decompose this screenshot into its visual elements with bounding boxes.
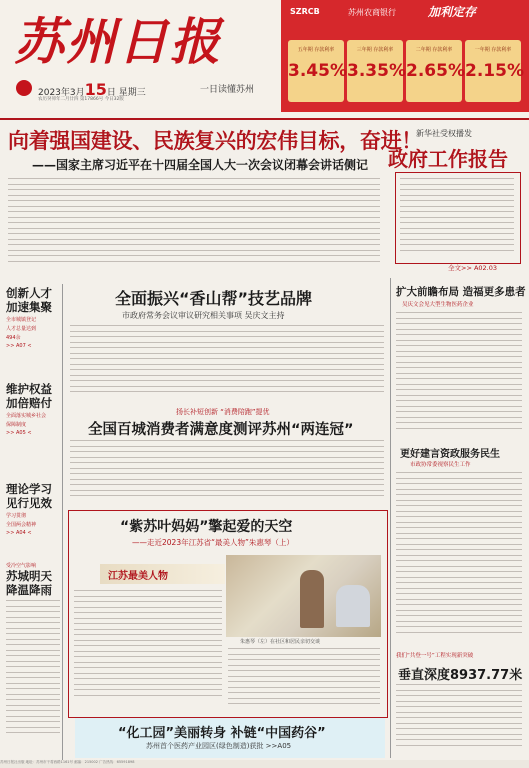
rate-label: 五年期 存款利率 [297, 47, 335, 53]
date-suffix: 日 星期三 [106, 88, 146, 98]
lead-body-text [8, 178, 380, 270]
left-brief[interactable] [6, 560, 60, 597]
story-xiangshan-title[interactable]: 全面振兴“香山帮”技艺品牌 [115, 289, 313, 308]
date-day: 15 [84, 80, 107, 99]
left-brief-line: 受冷空气影响 [6, 563, 37, 569]
ad-brand-code: SZRCB [290, 7, 320, 16]
bottom-banner-subtitle[interactable]: 苏州首个医药产业园区(绿色制造)获批 >>A05 [146, 742, 292, 750]
left-brief-line: 保障制度 [6, 422, 27, 428]
rate-value: 3.35% [347, 61, 406, 81]
feature-banner-text: 江苏最美人物 [108, 571, 168, 582]
left-brief[interactable] [6, 382, 60, 436]
story-cppcc-title[interactable]: 更好建言资政服务民生 [400, 449, 500, 460]
feature-title[interactable]: “紫苏叶妈妈”擎起爱的天空 [120, 519, 293, 535]
rate-value: 2.65% [406, 61, 465, 81]
story-drilling-kicker: 我们“共登一号”工程实现新突破 [396, 653, 474, 659]
story-xiangshan-body [70, 325, 384, 401]
left-brief-line: 494余 [6, 335, 21, 341]
story-cppcc-subtitle: 市政协常委视察民生工作 [410, 462, 471, 468]
story-drilling-body [396, 684, 522, 756]
report-page-link[interactable]: 全文>> A02.03 [448, 264, 498, 272]
feature-body-right [228, 648, 380, 710]
page-footer: 苏州日报社出版 地址：苏州市干将西路1161号 邮编：215002 广告热线：65591898 [0, 760, 529, 768]
feature-banner [100, 564, 225, 584]
bottom-banner-title: “化工园”美丽转身 补链“中国药谷” [118, 726, 326, 741]
left-weather-text [6, 600, 60, 755]
story-consumer-body [70, 440, 384, 504]
date-prefix: 2023年3月 [38, 88, 85, 98]
ad-brand-name: 苏州农商银行 [348, 8, 396, 17]
rate-card [347, 40, 406, 102]
rate-label: 三年期 存款利率 [356, 47, 394, 53]
story-consumer-title[interactable]: 全国百城消费者满意度测评苏州“两连冠” [88, 422, 354, 438]
left-brief[interactable] [6, 286, 60, 349]
left-brief-title: 理论学习见行见效 [6, 482, 52, 510]
left-brief-line: 学习贯彻 [6, 513, 27, 519]
rate-value: 2.15% [465, 61, 524, 81]
left-brief-title: 苏城明天降温降雨 [6, 569, 52, 597]
rate-card [465, 40, 524, 102]
photo-person [336, 585, 370, 627]
feature-subtitle: ——走近2023年江苏省“最美人物”朱惠琴（上） [132, 538, 294, 547]
left-brief-link[interactable]: >> A05 < [6, 430, 32, 436]
rate-card [406, 40, 465, 102]
left-column-divider [62, 284, 63, 764]
photo-person [300, 570, 324, 628]
city-seal-icon [16, 80, 32, 96]
issue-info: 农历癸卯年二月廿四 第17866号 今日32版 [38, 97, 124, 102]
right-column-divider [390, 278, 391, 758]
photo-caption: 朱惠琴（左）在社区和居民亲切交谈 [240, 639, 321, 645]
left-brief-line: 全面落实城乡社会 [6, 413, 47, 419]
masthead-divider [0, 118, 529, 120]
lead-subhead: ——国家主席习近平在十四届全国人大一次会议闭幕会讲话侧记 [32, 158, 369, 172]
rate-label: 二年期 存款利率 [415, 47, 453, 53]
newspaper-logo: 苏州日报 [14, 12, 222, 71]
left-brief-line: 人才总量达到 [6, 326, 37, 332]
rate-label: 一年期 存款利率 [474, 47, 512, 53]
ad-tagline: 加利定存 [428, 5, 477, 19]
report-summary-text [400, 178, 514, 258]
story-cppcc-body [396, 472, 522, 644]
report-title[interactable]: 政府工作报告 [388, 147, 508, 171]
story-xiangshan-subtitle: 市政府常务会议审议研究相关事项 吴庆文主持 [122, 311, 285, 320]
story-consumer-kicker: 扬长补短创新 “消费陪跑”提优 [176, 408, 270, 416]
rate-value: 3.45% [288, 61, 347, 81]
lead-headline[interactable]: 向着强国建设、民族复兴的宏伟目标，奋进！ [8, 129, 422, 153]
left-brief-line: 全国两会精神 [6, 522, 37, 528]
left-brief-title: 维护权益加倍赔付 [6, 382, 52, 410]
story-drilling-title[interactable]: 垂直深度8937.77米 [398, 668, 523, 683]
story-patients-subtitle: 吴庆文会见大型生物医药企业 [402, 302, 474, 308]
slogan: 一日读懂苏州 [200, 85, 255, 95]
report-kicker: 新华社受权播发 [416, 129, 472, 138]
left-brief-link[interactable]: >> A04 < [6, 530, 32, 536]
rate-card [288, 40, 347, 102]
left-brief-link[interactable]: >> A07 < [6, 343, 32, 349]
left-brief[interactable] [6, 482, 60, 536]
left-brief-line: 全市城镇登记 [6, 317, 37, 323]
story-patients-body [396, 312, 522, 440]
feature-body-left [74, 590, 222, 710]
left-brief-title: 创新人才加速集聚 [6, 286, 52, 314]
story-patients-title[interactable]: 扩大前瞻布局 造福更多患者 [396, 286, 526, 298]
